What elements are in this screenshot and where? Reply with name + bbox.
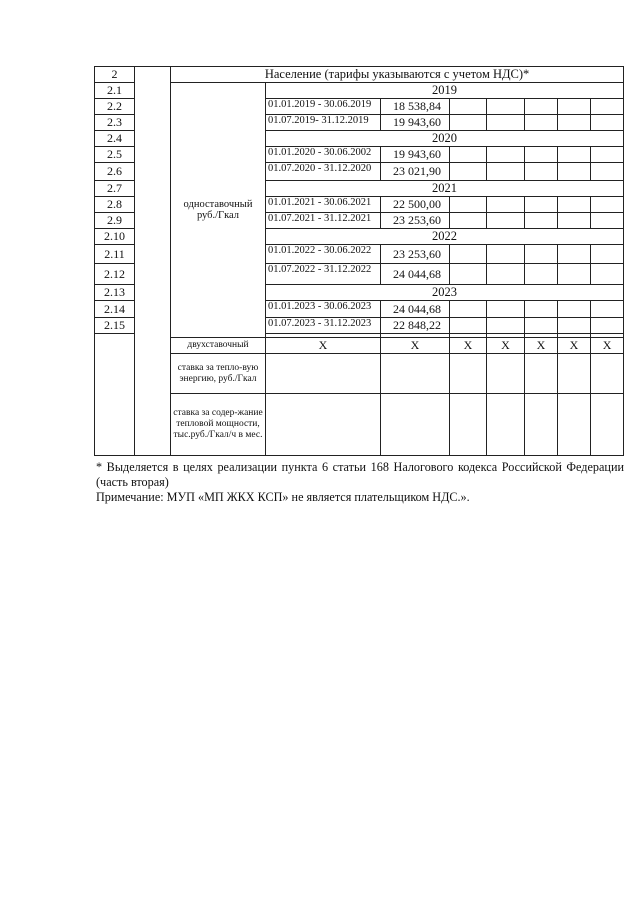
- row-number: 2.11: [95, 245, 135, 264]
- row-number: 2.7: [95, 181, 135, 197]
- table-row: [95, 394, 624, 456]
- x-mark: Х: [591, 338, 624, 354]
- empty-cell: [450, 115, 487, 131]
- empty-cell: [487, 197, 525, 213]
- tariff-value: 19 943,60: [381, 147, 450, 163]
- period-range: 01.01.2019 - 30.06.2019: [266, 99, 381, 115]
- year-header: 2021: [266, 181, 624, 197]
- empty-cell: [591, 264, 624, 285]
- empty-cell: [381, 354, 450, 394]
- x-mark: Х: [558, 338, 591, 354]
- one-rate-type: одноставочный: [183, 199, 253, 210]
- empty-cell: [558, 213, 591, 229]
- empty-cell: [487, 99, 525, 115]
- empty-cell: [525, 301, 558, 318]
- period-range: 01.07.2020 - 31.12.2020: [266, 163, 381, 181]
- empty-cell: [558, 264, 591, 285]
- period-range: 01.07.2023 - 31.12.2023: [266, 318, 381, 334]
- row-number: 2.14: [95, 301, 135, 318]
- empty-cell: [487, 301, 525, 318]
- empty-cell: [525, 163, 558, 181]
- empty-cell: [591, 354, 624, 394]
- empty-cell: [558, 99, 591, 115]
- empty-cell: [558, 197, 591, 213]
- empty-cell: [525, 318, 558, 334]
- x-mark: Х: [266, 338, 381, 354]
- empty-cell: [487, 354, 525, 394]
- empty-cell: [450, 213, 487, 229]
- empty-cell: [591, 163, 624, 181]
- empty-cell: [591, 394, 624, 456]
- empty-cell: [525, 213, 558, 229]
- empty-cell: [558, 163, 591, 181]
- tariff-value: 22 500,00: [381, 197, 450, 213]
- empty-cell: [487, 318, 525, 334]
- empty-cell: [591, 213, 624, 229]
- tariff-value: 23 253,60: [381, 245, 450, 264]
- table-row: [95, 83, 624, 99]
- empty-cell: [525, 264, 558, 285]
- table-row: [95, 67, 624, 83]
- empty-cell: [266, 394, 381, 456]
- empty-cell: [591, 318, 624, 334]
- x-mark: Х: [525, 338, 558, 354]
- row-number: 2: [95, 67, 135, 83]
- tariff-value: 24 044,68: [381, 301, 450, 318]
- empty-cell: [591, 147, 624, 163]
- one-rate-unit: руб./Гкал: [196, 210, 240, 221]
- section-title: Население (тарифы указываются с учетом НДС)*: [171, 67, 624, 83]
- empty-cell: [450, 354, 487, 394]
- empty-cell: [558, 147, 591, 163]
- blank-cell: [135, 67, 171, 456]
- table-row: [95, 338, 624, 354]
- tariff-value: 19 943,60: [381, 115, 450, 131]
- year-header: 2022: [266, 229, 624, 245]
- row-number: 2.12: [95, 264, 135, 285]
- period-range: 01.01.2022 - 30.06.2022: [266, 245, 381, 264]
- empty-cell: [591, 197, 624, 213]
- tariff-value: 23 253,60: [381, 213, 450, 229]
- empty-cell: [525, 245, 558, 264]
- empty-cell: [487, 264, 525, 285]
- empty-cell: [525, 394, 558, 456]
- empty-cell: [591, 115, 624, 131]
- empty-cell: [487, 147, 525, 163]
- empty-cell: [558, 245, 591, 264]
- empty-cell: [487, 115, 525, 131]
- empty-cell: [525, 115, 558, 131]
- two-rate-label: двухставочный: [171, 338, 266, 354]
- empty-cell: [450, 301, 487, 318]
- empty-cell: [558, 318, 591, 334]
- row-number: 2.2: [95, 99, 135, 115]
- period-range: 01.07.2022 - 31.12.2022: [266, 264, 381, 285]
- empty-cell: [450, 264, 487, 285]
- tariff-value: 24 044,68: [381, 264, 450, 285]
- empty-cell: [450, 394, 487, 456]
- row-number-blank: [95, 334, 135, 456]
- empty-cell: [450, 99, 487, 115]
- tariff-table: [94, 66, 624, 456]
- empty-cell: [558, 301, 591, 318]
- row-number: 2.10: [95, 229, 135, 245]
- empty-cell: [450, 245, 487, 264]
- capacity-rate-label: ставка за содер-жание тепловой мощности, тыс.руб./Гкал/ч в мес.: [171, 394, 266, 456]
- empty-cell: [525, 99, 558, 115]
- row-number: 2.4: [95, 131, 135, 147]
- tariff-value: 18 538,84: [381, 99, 450, 115]
- empty-cell: [487, 245, 525, 264]
- period-range: 01.01.2023 - 30.06.2023: [266, 301, 381, 318]
- year-header: 2020: [266, 131, 624, 147]
- empty-cell: [450, 147, 487, 163]
- x-mark: Х: [450, 338, 487, 354]
- empty-cell: [525, 147, 558, 163]
- empty-cell: [487, 163, 525, 181]
- empty-cell: [558, 354, 591, 394]
- row-number: 2.13: [95, 285, 135, 301]
- footnote-note: Примечание: МУП «МП ЖКХ КСП» не является плательщиком НДС.».: [96, 490, 470, 504]
- empty-cell: [558, 115, 591, 131]
- period-range: 01.01.2021 - 30.06.2021: [266, 197, 381, 213]
- empty-cell: [450, 318, 487, 334]
- year-header: 2019: [266, 83, 624, 99]
- empty-cell: [558, 394, 591, 456]
- tariff-value: 23 021,90: [381, 163, 450, 181]
- row-number: 2.6: [95, 163, 135, 181]
- row-number: 2.9: [95, 213, 135, 229]
- period-range: 01.07.2021 - 31.12.2021: [266, 213, 381, 229]
- empty-cell: [266, 354, 381, 394]
- period-range: 01.07.2019- 31.12.2019: [266, 115, 381, 131]
- year-header: 2023: [266, 285, 624, 301]
- row-number: 2.5: [95, 147, 135, 163]
- x-mark: Х: [487, 338, 525, 354]
- empty-cell: [381, 394, 450, 456]
- energy-rate-label: ставка за тепло-вую энергию, руб./Гкал: [171, 354, 266, 394]
- row-number: 2.3: [95, 115, 135, 131]
- empty-cell: [525, 354, 558, 394]
- row-number: 2.15: [95, 318, 135, 334]
- empty-cell: [591, 99, 624, 115]
- one-rate-label: [171, 83, 266, 338]
- row-number: 2.1: [95, 83, 135, 99]
- footnote-asterisk: * Выделяется в целях реализации пункта 6 статьи 168 Налогового кодекса Российской Федерации (часть вторая): [96, 460, 624, 489]
- period-range: 01.01.2020 - 30.06.2002: [266, 147, 381, 163]
- empty-cell: [591, 301, 624, 318]
- empty-cell: [487, 394, 525, 456]
- table-row: [95, 354, 624, 394]
- x-mark: Х: [381, 338, 450, 354]
- empty-cell: [450, 197, 487, 213]
- empty-cell: [450, 163, 487, 181]
- tariff-value: 22 848,22: [381, 318, 450, 334]
- empty-cell: [487, 213, 525, 229]
- row-number: 2.8: [95, 197, 135, 213]
- empty-cell: [525, 197, 558, 213]
- empty-cell: [591, 245, 624, 264]
